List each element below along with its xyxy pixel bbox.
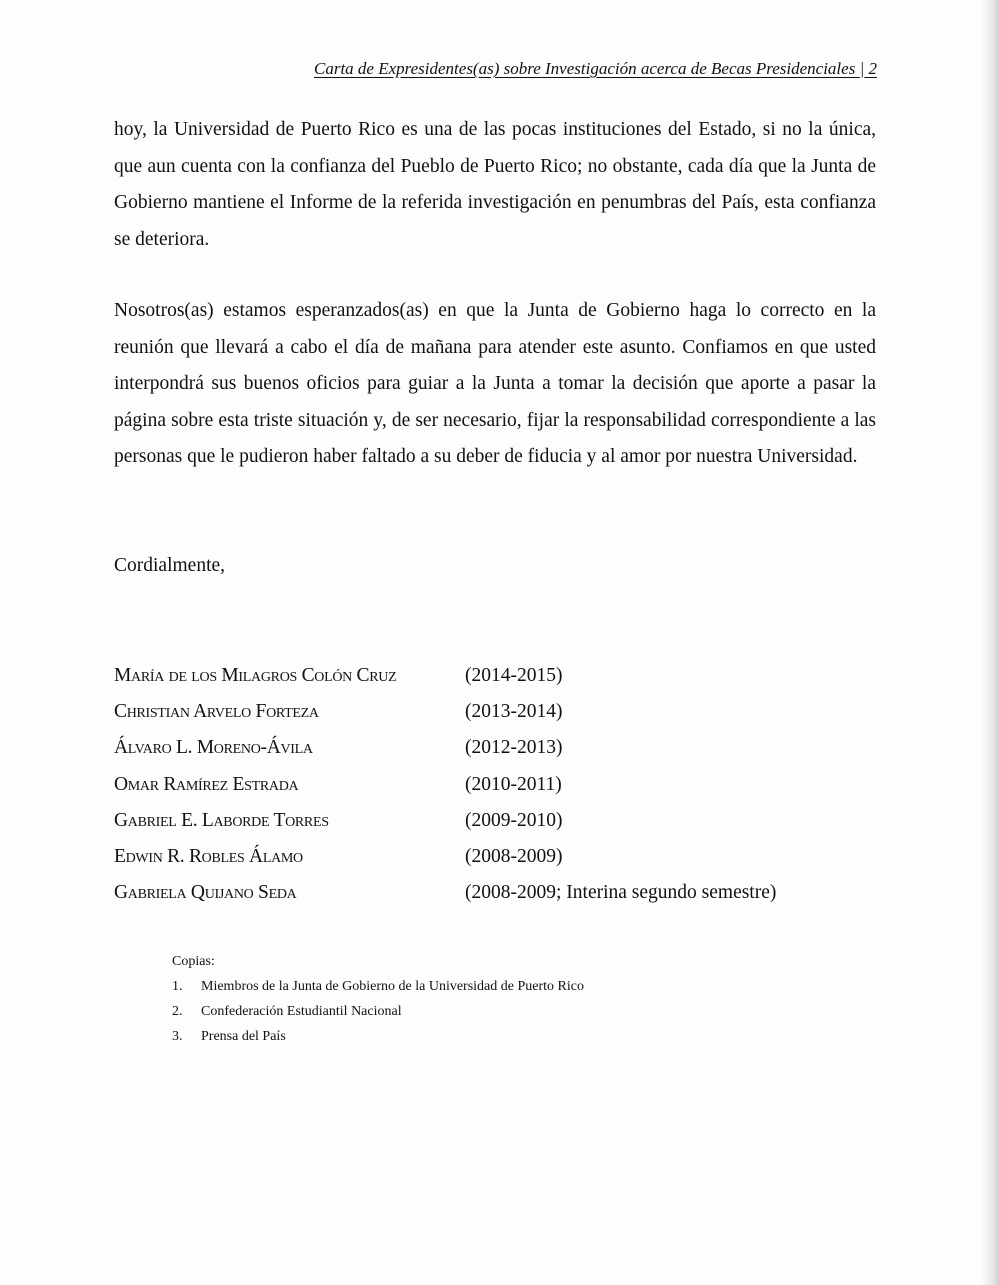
signatory-name: Gabriel E. Laborde Torres	[114, 809, 329, 831]
signatory-row	[114, 839, 874, 875]
signatory-name: Álvaro L. Moreno-Ávila	[114, 737, 313, 759]
copies-block	[172, 949, 584, 1049]
copy-text: Miembros de la Junta de Gobierno de la Universidad de Puerto Rico	[201, 979, 584, 994]
running-title: Carta de Expresidentes(as) sobre Investigación acerca de Becas Presidenciales	[313, 59, 856, 78]
signatory-term: (2008-2009)	[465, 846, 563, 868]
copy-number: 3.	[172, 1029, 183, 1044]
page-header	[114, 58, 877, 80]
signatory-row	[114, 694, 874, 730]
copy-recipient	[172, 999, 584, 1024]
signatory-name: María de los Milagros Colón Cruz	[114, 665, 397, 687]
closing-salutation: Cordialmente,	[114, 555, 226, 576]
signatory-term: (2010-2011)	[465, 773, 562, 795]
page-number: 2	[868, 59, 877, 78]
copy-number: 1.	[172, 979, 183, 994]
signatory-name: Omar Ramírez Estrada	[114, 773, 299, 795]
signatory-row	[114, 730, 874, 766]
signatory-term: (2012-2013)	[465, 737, 563, 759]
copy-text: Prensa del País	[201, 1029, 286, 1044]
signatory-term: (2008-2009; Interina segundo semestre)	[465, 882, 777, 904]
signatory-row	[114, 767, 874, 803]
copy-recipient	[172, 1024, 584, 1049]
signatory-term: (2014-2015)	[465, 665, 563, 687]
signatory-row	[114, 658, 874, 694]
copy-recipient	[172, 974, 584, 999]
body-paragraph-2: Nosotros(as) estamos esperanzados(as) en que la Junta de Gobierno haga lo correcto en la reunión que llevará a cabo el día de mañana para atender este asunto. Confiamos en que usted interpondrá sus buenos oficios para guiar a la Junta a tomar la decisión que aporte a pasar la página sobre esta triste situación y, de ser necesario, fijar la responsabilidad correspondiente a las personas que le pudieron haber faltado a su deber de fiducia y al amor por nuestra Universidad.	[114, 300, 876, 467]
body-paragraph-1: hoy, la Universidad de Puerto Rico es una de las pocas instituciones del Estado, si no la única, que aun cuenta con la confianza del Pueblo de Puerto Rico; no obstante, cada día que la Junta de Gobierno mantiene el Informe de la referida investigación en penumbras del País, esta confianza se deteriora.	[114, 119, 876, 250]
header-separator: |	[859, 59, 865, 78]
signatory-name: Gabriela Quijano Seda	[114, 882, 297, 904]
copy-number: 2.	[172, 1004, 183, 1019]
signatory-row	[114, 875, 874, 911]
signatory-name: Christian Arvelo Forteza	[114, 701, 319, 723]
copies-label: Copias:	[172, 954, 215, 969]
signatory-term: (2009-2010)	[465, 809, 563, 831]
signatory-name: Edwin R. Robles Álamo	[114, 846, 303, 868]
copy-text: Confederación Estudiantil Nacional	[201, 1004, 402, 1019]
signatory-list	[114, 658, 874, 911]
signatory-row	[114, 803, 874, 839]
page-edge-shadow	[981, 0, 999, 1285]
signatory-term: (2013-2014)	[465, 701, 563, 723]
